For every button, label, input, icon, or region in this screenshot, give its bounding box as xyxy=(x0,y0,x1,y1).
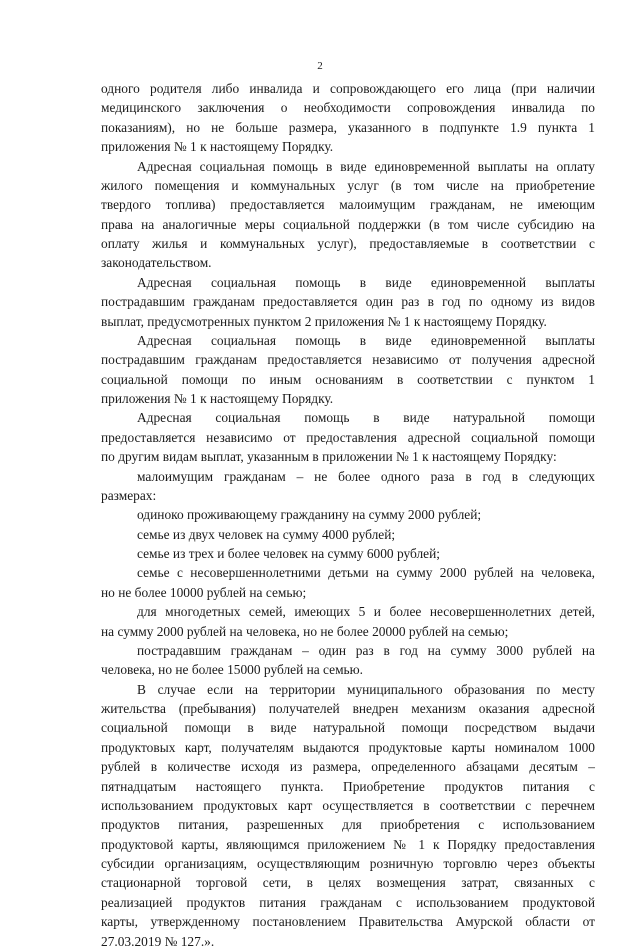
text-line: В случае если на территории муниципального образования по месту xyxy=(137,681,595,697)
text-line: приложения № 1 к настоящему Порядку. xyxy=(101,391,334,406)
text-line: пострадавшим гражданам предоставляется независимо от получения адресной xyxy=(101,352,595,368)
text-line: для многодетных семей, имеющих 5 и более несовершеннолетних детей, xyxy=(137,604,595,620)
text-line: продуктов питания, разрешенных для приобретения с использованием xyxy=(101,817,595,833)
text-line: жилого помещения и коммунальных услуг (в том числе на приобретение xyxy=(101,177,595,193)
page-number: 2 xyxy=(317,60,323,72)
text-line: на сумму 2000 рублей на человека, но не более 20000 рублей на семью; xyxy=(101,623,509,639)
text-line: семье с несовершеннолетними детьми на сумму 2000 рублей на человека, xyxy=(137,565,595,581)
text-line: малоимущим гражданам – не более одного раза в год в следующих xyxy=(137,468,595,484)
document-body xyxy=(101,79,595,951)
text-line: стационарной торговой сети, в целях возмещения затрат, связанных с xyxy=(101,875,595,891)
text-line: пятнадцатым настоящего пункта. Приобретение продуктов питания с xyxy=(101,778,595,794)
text-line: предоставляется независимо от предоставления адресной социальной помощи xyxy=(101,429,595,445)
text-line: Адресная социальная помощь в виде единовременной выплаты xyxy=(137,274,595,290)
text-line: субсидии организациям, осуществляющим розничную торговлю через объекты xyxy=(101,856,595,871)
text-line: использованием продуктовых карт осуществляется в соответствии с перечнем xyxy=(101,797,595,813)
text-line: Адресная социальная помощь в виде единовременной выплаты xyxy=(137,332,595,348)
text-line: пострадавшим гражданам предоставляется один раз в год по одному из видов xyxy=(101,294,595,310)
text-line: выплат, предусмотренных пунктом 2 приложения № 1 к настоящему Порядку. xyxy=(101,313,547,329)
text-line: медицинского заключения о необходимости сопровождения инвалида по xyxy=(101,100,595,116)
text-line: человека, но не более 15000 рублей на семью. xyxy=(101,662,364,678)
text-line: но не более 10000 рублей на семью; xyxy=(101,584,307,600)
text-line: социальной помощи по иным основаниям в соответствии с пунктом 1 xyxy=(101,371,595,387)
text-line: социальной помощи в виде натуральной помощи посредством выдачи xyxy=(101,720,595,736)
text-line: одного родителя либо инвалида и сопровождающего его лица (при наличии xyxy=(101,81,595,96)
text-line: продуктовой карты, являющимся приложением № 1 к Порядку предоставления xyxy=(101,836,595,852)
text-line: законодательством. xyxy=(101,255,212,271)
text-line: права на аналогичные меры социальной поддержки (в том числе субсидию на xyxy=(101,216,595,232)
text-line: Адресная социальная помощь в виде единовременной выплаты на оплату xyxy=(137,158,595,174)
text-line: реализацией продуктов питания гражданам с использованием продуктовой xyxy=(101,894,595,910)
text-line: твердого топлива) предоставляется малоимущим гражданам, не имеющим xyxy=(101,197,595,213)
text-line: по другим видам выплат, указанным в приложении № 1 к настоящему Порядку: xyxy=(101,449,557,465)
text-line: семье из трех и более человек на сумму 6000 рублей; xyxy=(137,546,440,561)
text-line: карты, утвержденному постановлением Правительства Амурской области от xyxy=(101,914,595,930)
text-line: оплату жилья и коммунальных услуг), предоставляемые в соответствии с xyxy=(101,236,595,251)
text-line: размерах: xyxy=(101,487,157,503)
text-line: семье из двух человек на сумму 4000 рублей; xyxy=(137,526,396,542)
text-line: 27.03.2019 № 127.». xyxy=(101,933,215,949)
text-line: рублей в количестве исходя из размера, определенного абзацами десятым – xyxy=(101,759,595,775)
text-line: приложения № 1 к настоящему Порядку. xyxy=(101,139,334,155)
text-line: жительства (пребывания) получателей внедрен механизм оказания адресной xyxy=(101,701,595,716)
text-line: продуктовых карт, получателям выдаются продуктовые карты номиналом 1000 xyxy=(101,739,595,755)
text-line: одиноко проживающему гражданину на сумму 2000 рублей; xyxy=(137,507,482,523)
text-line: показаниям), но не больше размера, указанного в подпункте 1.9 пункта 1 xyxy=(101,119,595,135)
text-line: пострадавшим гражданам – один раз в год на сумму 3000 рублей на xyxy=(137,642,595,658)
text-line: Адресная социальная помощь в виде натуральной помощи xyxy=(137,410,595,426)
